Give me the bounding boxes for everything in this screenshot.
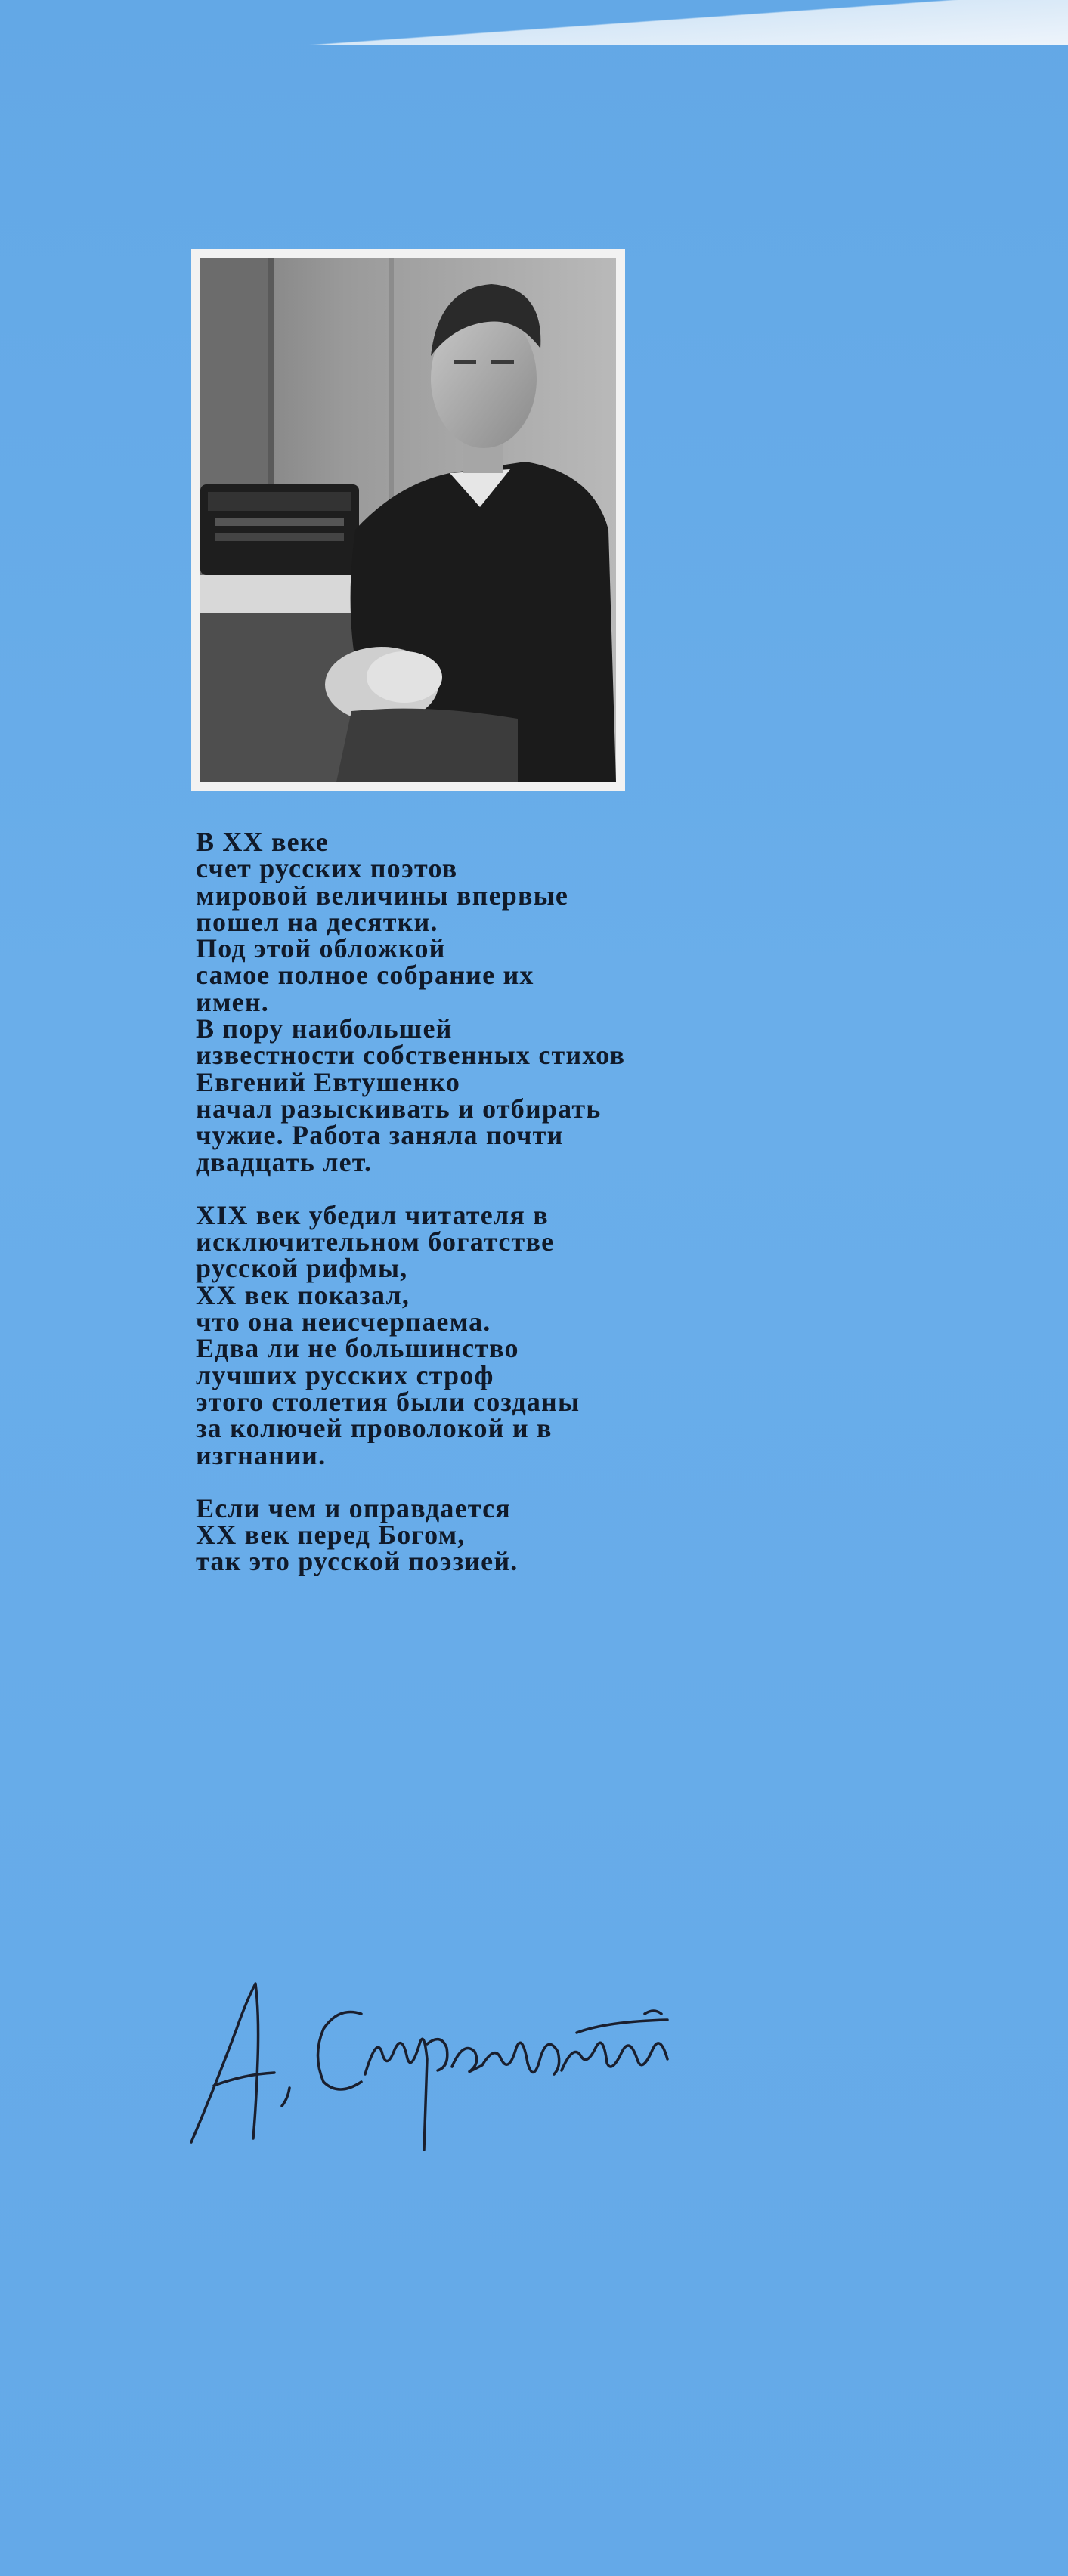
text-line: двадцать лет. [196, 1146, 373, 1177]
text-line: за колючей проволокой и в [196, 1413, 553, 1444]
text-line: Евгений Евтушенко [196, 1066, 461, 1097]
text-line: этого столетия были созданы [196, 1386, 580, 1417]
text-line: имен. [196, 986, 269, 1017]
signature-icon [184, 1961, 743, 2157]
text-line: чужие. Работа заняла почти [196, 1120, 564, 1151]
author-photo [191, 249, 625, 791]
text-line: русской рифмы, [196, 1253, 408, 1284]
text-line: В пору наибольшей [196, 1013, 453, 1044]
text-line: известности собственных стихов [196, 1040, 626, 1071]
text-line: исключительном богатстве [196, 1226, 555, 1257]
text-line: мировой величины впервые [196, 880, 569, 911]
stanza-3 [196, 1492, 876, 1577]
cover-top-edge [0, 0, 1068, 45]
text-line: XIX век убедил читателя в [196, 1199, 549, 1230]
text-line: так это русской поэзией. [196, 1546, 519, 1577]
text-line: Едва ли не большинство [196, 1333, 519, 1364]
text-line: В XX веке [196, 827, 330, 857]
text-line: XX век показал, [196, 1279, 410, 1310]
text-line: самое полное собрание их [196, 960, 534, 991]
text-line: счет русских поэтов [196, 853, 458, 884]
text-line: изгнании. [196, 1440, 327, 1470]
stanza-1 [196, 829, 876, 1176]
text-line: Если чем и оправдается [196, 1492, 511, 1523]
author-photo-image [200, 258, 616, 782]
text-line: лучших русских строф [196, 1359, 494, 1390]
back-cover-text [196, 829, 876, 1602]
text-line: XX век перед Богом, [196, 1520, 466, 1551]
stanza-2 [196, 1199, 876, 1470]
text-line: что она неисчерпаема. [196, 1307, 491, 1337]
text-line: Под этой обложкой [196, 933, 446, 964]
text-line: начал разыскивать и отбирать [196, 1093, 602, 1124]
text-line: пошел на десятки. [196, 906, 438, 937]
handwritten-signature [184, 1961, 743, 2157]
